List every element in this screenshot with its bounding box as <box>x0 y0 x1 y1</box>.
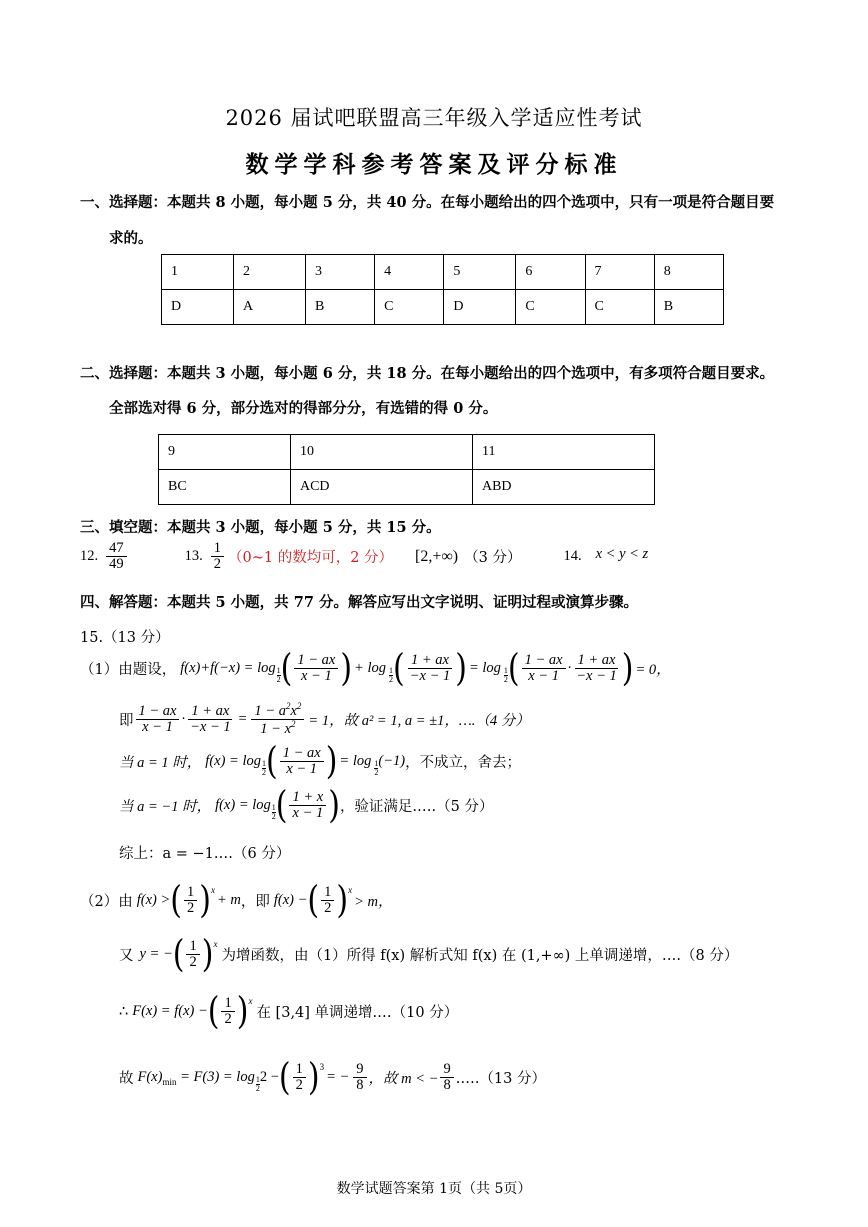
table-cell: B <box>654 290 723 325</box>
fraction: $\frac{1 - ax}{x - 1}$ <box>294 653 338 684</box>
q15-part1-line4: 当 a = −1 时， f(x) = log 1 2 ( $\frac{1 + x}{x - 1}$ ) ，验证满足.….（5 分） <box>119 783 494 827</box>
q13-points: （3 分） <box>464 550 522 567</box>
table-cell: 6 <box>516 255 585 290</box>
fraction: $\frac{1}{2}$ <box>184 885 197 916</box>
part2-also: 又 <box>119 948 134 965</box>
final-score: .….（13 分） <box>455 1071 546 1088</box>
q13-denominator: 2 <box>213 556 221 573</box>
fraction: $\frac{1 + ax}{-x - 1}$ <box>576 652 617 685</box>
therefore-label: 即 <box>119 713 134 730</box>
q15-part2-line4: 故 $F(x)_{min} = F(3) = \log$ 1 2 2 − ( $\frac{1}{2}$ ) $^3$ = − $\frac{9}{8}$ ，故 m < − $\frac{9}{8}$ .….（13 分） <box>119 1055 546 1099</box>
fraction: $\frac{1}{2}$ <box>186 939 199 970</box>
fraction: $\frac{1}{2}$ <box>221 996 234 1027</box>
q13-note: （0~1 的数均可，2 分） <box>228 550 394 567</box>
part2-namely: ，即 <box>240 894 270 911</box>
result-a-value: = 1，故 a² = 1, a = ±1，….（4 分） <box>308 713 530 730</box>
section4-heading: 四、解答题：本题共 5 小题，共 77 分。解答应写出文字说明、证明过程或演算步骤。 <box>80 594 638 611</box>
table-cell: BC <box>159 470 291 505</box>
increasing-interval: 在 [3,4] 单调递增.…（10 分） <box>256 1005 459 1022</box>
table-cell: C <box>375 290 444 325</box>
table-cell: 10 <box>290 435 472 470</box>
table-row <box>159 435 655 470</box>
table-cell: 5 <box>444 255 516 290</box>
q15-part1-line3: 当 a = 1 时， f(x) = log 1 2 ( $\frac{1 - ax}{x - 1}$ ) = log 1 2 (−1) ，不成立，舍去； <box>119 739 522 783</box>
q12-label: 12. <box>80 548 99 565</box>
section1-line2: 求的。 <box>109 230 153 247</box>
q15-part1-line1: （1）由题设， f(x)+f(−x) = log 1 2 ( $\frac{1 - ax}{x - 1}$ ) + log 1 2 ( $\frac{1 + ax}{-x - 1}$ ) = log 1 2 ( $\frac{1 - ax}{x - 1}$ · $\frac{1 + ax}{-x - 1}$ ) = 0， <box>80 646 671 690</box>
table-cell: A <box>233 290 305 325</box>
q13-interval: [2,+∞) <box>415 547 459 565</box>
fraction: $\frac{1 + ax}{-x - 1}$ <box>409 652 451 685</box>
fraction: $\frac{1 - a^2x^2}{1 - x^2}$ <box>251 702 304 737</box>
section3-heading: 三、填空题：本题共 3 小题，每小题 5 分，共 15 分。 <box>80 519 441 536</box>
monotonic-statement: 为增函数，由（1）所得 f(x) 解析式知 f(x) 在 (1,+∞) 上单调递增，….（8 分） <box>221 948 739 965</box>
section2-line2: 全部选对得 6 分，部分选对的得部分分，有选错的得 0 分。 <box>109 400 498 417</box>
table-cell: 4 <box>375 255 444 290</box>
table-cell: 1 <box>162 255 234 290</box>
table-cell: ACD <box>290 470 472 505</box>
fraction: $\frac{1 + ax}{-x - 1}$ <box>190 702 231 736</box>
fraction: $\frac{9}{8}$ <box>440 1062 453 1093</box>
section2-line1: 二、选择题：本题共 3 小题，每小题 6 分，共 18 分。在每小题给出的四个选项中，有多项符合题目要求。 <box>80 365 775 382</box>
section2-answer-table <box>158 434 655 505</box>
section1-answer-table <box>161 254 724 325</box>
table-cell: D <box>162 290 234 325</box>
q13-numerator: 1 <box>211 541 224 557</box>
table-cell: 11 <box>472 435 654 470</box>
q12-numerator: 47 <box>106 541 127 557</box>
q15-part1-conclusion: 综上：a = −1.…（6 分） <box>119 846 291 862</box>
fraction: $\frac{1 - ax}{x - 1}$ <box>136 704 180 735</box>
q15-part2-line3: ∴ F(x) = f(x) − ( $\frac{1}{2}$ ) $^x$ 在 [3,4] 单调递增.…（10 分） <box>119 989 459 1033</box>
hence-label: 故 <box>119 1071 134 1088</box>
q14-answer: x < y < z <box>595 546 649 563</box>
case-a-equals-minus1: 当 a = −1 时， <box>119 799 212 816</box>
therefore-symbol: ∴ <box>119 1003 129 1020</box>
table-cell: 3 <box>305 255 374 290</box>
document-title: 数学学科参考答案及评分标准 <box>245 151 623 178</box>
log-base: 1 2 <box>276 666 281 685</box>
exam-title: 2026 届试吧联盟高三年级入学适应性考试 <box>225 106 643 130</box>
case-a-equals-minus1-result: ，验证满足.….（5 分） <box>339 799 494 816</box>
table-cell: 2 <box>233 255 305 290</box>
m-bound: ，故 m < − <box>368 1071 439 1088</box>
fraction: $\frac{1 - ax}{x - 1}$ <box>280 746 324 777</box>
q15-part1-line2: 即 $\frac{1 - ax}{x - 1}$ · $\frac{1 + ax}{-x - 1}$ = $\frac{1 - a^2x^2}{1 - x^2}$ = 1，故 a² = 1, a = ±1，….（4 分） <box>119 701 530 737</box>
sum-expression: f(x)+f(−x) = log <box>180 660 276 677</box>
q14-label: 14. <box>563 548 582 565</box>
fraction: $\frac{1}{2}$ <box>321 885 334 916</box>
fraction: $\frac{1 + x}{x - 1}$ <box>289 790 326 821</box>
part1-lead: （1）由题设， <box>80 662 177 679</box>
q13-answer <box>211 541 224 572</box>
case-a-equals-1: 当 a = 1 时， <box>119 755 202 772</box>
q15-part2-line1: （2）由 f(x) > ( $\frac{1}{2}$ ) $^x$ + m ，即 f(x) − ( $\frac{1}{2}$ ) $^x$ > m， <box>80 878 393 922</box>
table-row <box>162 290 724 325</box>
table-cell: C <box>585 290 654 325</box>
q13-label: 13. <box>184 548 203 565</box>
q15-label: 15.（13 分） <box>80 630 170 646</box>
q12-answer <box>106 541 127 572</box>
q15-part2-line2: 又 y = − ( $\frac{1}{2}$ ) $^x$ 为增函数，由（1）所得 f(x) 解析式知 f(x) 在 (1,+∞) 上单调递增，….（8 分） <box>119 932 739 976</box>
table-row <box>159 470 655 505</box>
page-footer: 数学试题答案第 1页（共 5页） <box>336 1181 532 1197</box>
fill-blank-answers <box>80 541 648 572</box>
fraction: $\frac{1 - ax}{x - 1}$ <box>522 653 566 684</box>
table-cell: ABD <box>472 470 654 505</box>
fraction: $\frac{9}{8}$ <box>353 1062 366 1093</box>
fraction: $\frac{1}{2}$ <box>293 1062 306 1093</box>
q12-denominator: 49 <box>109 556 124 573</box>
table-cell: 8 <box>654 255 723 290</box>
equals-zero: = 0， <box>635 662 671 679</box>
table-cell: C <box>516 290 585 325</box>
case-a-equals-1-result: ，不成立，舍去； <box>405 755 522 772</box>
table-cell: B <box>305 290 374 325</box>
table-row <box>162 255 724 290</box>
table-cell: D <box>444 290 516 325</box>
section1-line1: 一、选择题：本题共 8 小题，每小题 5 分，共 40 分。在每小题给出的四个选项中，只有一项是符合题目要 <box>80 194 775 211</box>
table-cell: 7 <box>585 255 654 290</box>
part2-lead: （2）由 <box>80 894 133 911</box>
table-cell: 9 <box>159 435 291 470</box>
